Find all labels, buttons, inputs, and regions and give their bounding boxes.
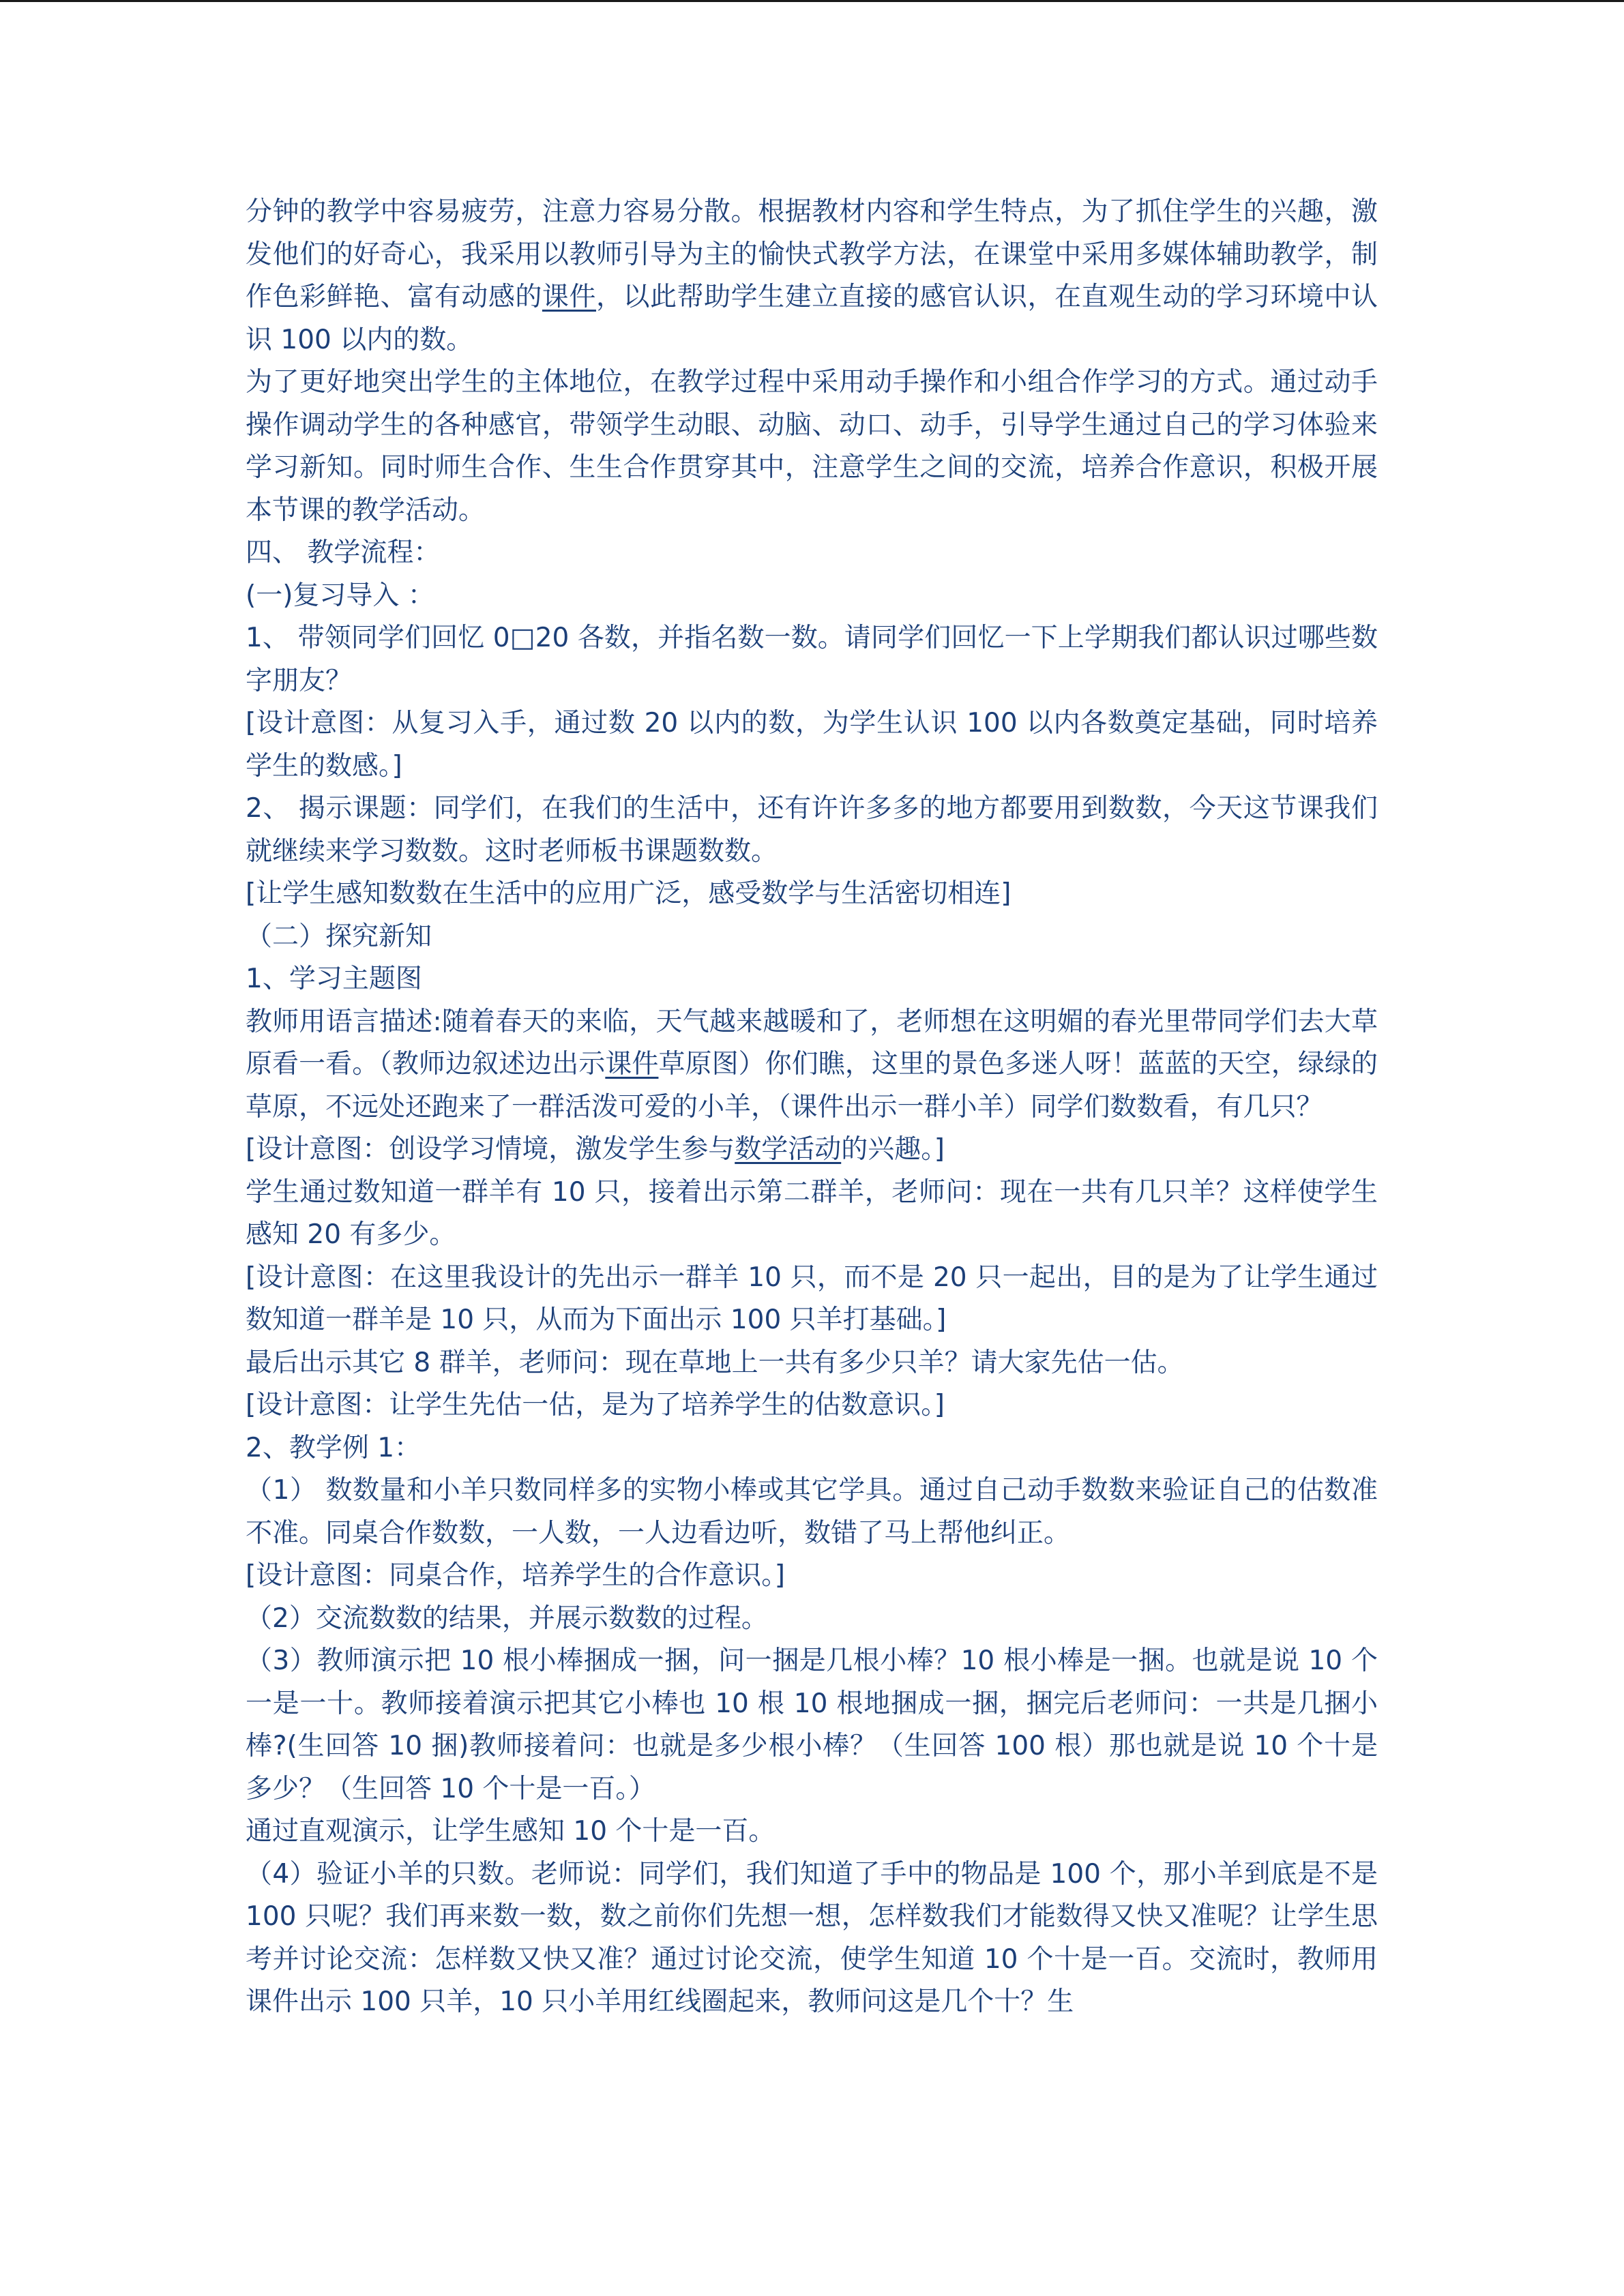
- paragraph-text: 通过直观演示，让学生感知 10 个十是一百。: [246, 1816, 776, 1847]
- top-border-line: [0, 0, 1624, 2]
- paragraph: [246, 1810, 1378, 1853]
- paragraph: [246, 702, 1378, 788]
- paragraph-text: （1） 数数量和小羊只数同样多的实物小棒或其它学具。通过自己动手数数来验证自己的估数准不准。同桌合作数数，一人数，一人边看边听，数错了马上帮他纠正。: [246, 1475, 1378, 1549]
- paragraph: [246, 575, 1378, 618]
- paragraph-text: 草原图）你们瞧，这里的景色多迷人呀！蓝蓝的天空，绿绿的草原，不远处还跑来了一群活泼可爱的小羊，（课件出示一群小羊）同学们数数看，有几只？: [246, 1049, 1378, 1122]
- paragraph: [246, 1384, 1378, 1427]
- paragraph: [246, 788, 1378, 873]
- underlined-link-text[interactable]: 数学活动: [735, 1134, 842, 1165]
- paragraph-text: （二）探究新知: [246, 921, 432, 952]
- paragraph: [246, 1257, 1378, 1342]
- paragraph-text: [设计意图：在这里我设计的先出示一群羊 10 只，而不是 20 只一起出，目的是为了让学生通过数知道一群羊是 10 只，从而为下面出示 100 只羊打基础。]: [246, 1262, 1378, 1335]
- paragraph: [246, 1172, 1378, 1257]
- paragraph: [246, 617, 1378, 702]
- underlined-link-text[interactable]: 课件: [542, 282, 596, 312]
- paragraph-text: 四、 教学流程：: [246, 537, 441, 568]
- paragraph-text: （4）验证小羊的只数。老师说：同学们，我们知道了手中的物品是 100 个，那小羊到底是不是 100 只呢？我们再来数一数，数之前你们先想一想，怎样数我们才能数得又快又准呢？让学生思考并讨论交流：怎样数又快又准？通过讨论交流，使学生知道 10 个十是一百。交流时，教师用课件出示 100 只羊，10 只小羊用红线圈起来，教师问这是几个十？生: [246, 1858, 1378, 2017]
- paragraph-text: 1、学习主题图: [246, 964, 422, 994]
- paragraph-text: 1、 带领同学们回忆 0□20 各数，并指名数一数。请同学们回忆一下上学期我们都认识过哪些数字朋友？: [246, 623, 1378, 696]
- paragraph-text: [让学生感知数数在生活中的应用广泛，感受数学与生活密切相连]: [246, 878, 1012, 909]
- paragraph-text: 2、 揭示课题：同学们，在我们的生活中，还有许许多多的地方都要用到数数，今天这节课我们就继续来学习数数。这时老师板书课题数数。: [246, 793, 1378, 867]
- paragraph-text: （3）教师演示把 10 根小棒捆成一捆，问一捆是几根小棒？10 根小棒是一捆。也就是说 10 个一是一十。教师接着演示把其它小棒也 10 根 10 根地捆成一捆，捆完后老师问：一共是几捆小棒?(生回答 10 捆)教师接着问：也就是多少根小棒？（生回答 100 根）那也就是说 10 个十是多少？（生回答 10 个十是一百。）: [246, 1645, 1378, 1804]
- paragraph-text: 最后出示其它 8 群羊，老师问：现在草地上一共有多少只羊？请大家先估一估。: [246, 1347, 1184, 1378]
- paragraph: [246, 1598, 1378, 1641]
- paragraph-text: [设计意图：从复习入手，通过数 20 以内的数，为学生认识 100 以内各数奠定基础，同时培养学生的数感。]: [246, 708, 1378, 781]
- document-body: [246, 191, 1378, 2024]
- paragraph: [246, 958, 1378, 1001]
- paragraph: [246, 916, 1378, 959]
- paragraph: [246, 1427, 1378, 1470]
- paragraph-text: 学生通过数知道一群羊有 10 只，接着出示第二群羊，老师问：现在一共有几只羊？这样使学生感知 20 有多少。: [246, 1176, 1378, 1250]
- paragraph: [246, 1342, 1378, 1385]
- paragraph: [246, 1853, 1378, 2024]
- paragraph: [246, 191, 1378, 361]
- paragraph: [246, 361, 1378, 532]
- paragraph-text: 教师用语言描述:随着春天的来临，天气越来越暖和了，老师想在这明媚的春光里带同学们去大草原看一看。（教师边叙述边出示: [246, 1006, 1378, 1079]
- paragraph-text: 2、教学例 1：: [246, 1432, 422, 1463]
- paragraph: [246, 1555, 1378, 1598]
- paragraph-text: [设计意图：同桌合作，培养学生的合作意识。]: [246, 1560, 785, 1591]
- paragraph-text: 的兴趣。]: [841, 1134, 945, 1165]
- paragraph: [246, 1640, 1378, 1810]
- paragraph: [246, 532, 1378, 575]
- paragraph-text: [设计意图：让学生先估一估，是为了培养学生的估数意识。]: [246, 1390, 945, 1420]
- paragraph-text: 分钟的教学中容易疲劳，注意力容易分散。根据教材内容和学生特点，为了抓住学生的兴趣，激发他们的好奇心，我采用以教师引导为主的愉快式教学方法，在课堂中采用多媒体辅助教学，制作色彩鲜艳、富有动感的: [246, 196, 1378, 312]
- paragraph: [246, 1001, 1378, 1129]
- paragraph-text: （2）交流数数的结果，并展示数数的过程。: [246, 1602, 768, 1634]
- paragraph-text: (一)复习导入 ：: [246, 580, 434, 611]
- paragraph-text: 为了更好地突出学生的主体地位，在教学过程中采用动手操作和小组合作学习的方式。通过动手操作调动学生的各种感官，带领学生动眼、动脑、动口、动手，引导学生通过自己的学习体验来学习新知。同时师生合作、生生合作贯穿其中，注意学生之间的交流，培养合作意识，积极开展本节课的教学活动。: [246, 367, 1378, 526]
- paragraph-text: ，以此帮助学生建立直接的感官认识，在直观生动的学习环境中认识 100 以内的数。: [246, 282, 1378, 355]
- paragraph: [246, 1470, 1378, 1555]
- paragraph: [246, 873, 1378, 916]
- paragraph-text: [设计意图：创设学习情境，激发学生参与: [246, 1134, 735, 1165]
- underlined-link-text[interactable]: 课件: [605, 1049, 659, 1079]
- paragraph: [246, 1129, 1378, 1172]
